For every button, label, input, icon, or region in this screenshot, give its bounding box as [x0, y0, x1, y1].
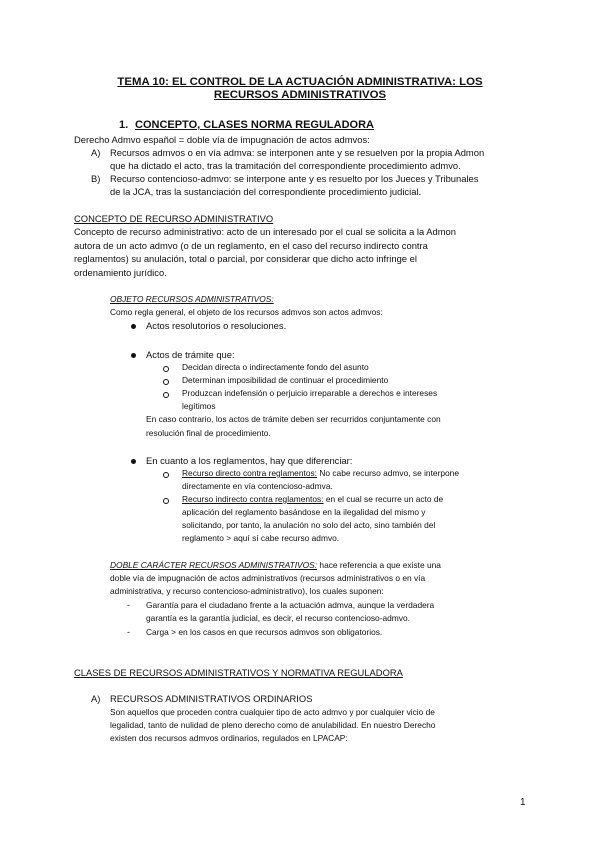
indirecto-label: Recurso indirecto contra reglamentos: [182, 494, 324, 504]
concepto-heading: CONCEPTO DE RECURSO ADMINISTRATIVO [74, 213, 274, 224]
concepto-line: ordenamiento jurídico. [74, 267, 167, 278]
dash-marker: - [127, 600, 130, 610]
objeto-bullet: Actos de trámite que: [146, 349, 235, 360]
bullet-dot-icon [131, 459, 136, 464]
item-b-line1: Recurso contencioso-admvo: se interpone ante y es resuelto por los Jueces y Tribunales [110, 173, 479, 184]
objeto-bullet: Actos resolutorios o resoluciones. [146, 320, 287, 331]
doble-text: hace referencia a que existe una [317, 560, 441, 570]
bullet-ring-icon [163, 379, 169, 385]
item-b-line2: de la JCA, tras la sustanciación del correspondiente procedimiento judicial. [110, 186, 422, 197]
bullet-dot-icon [131, 324, 136, 329]
objeto-caso-line1: En caso contrario, los actos de trámite deben ser recurridos conjuntamente con [146, 414, 441, 424]
indirecto-line: aplicación del reglamento basándose en la ilegalidad del mismo y [182, 507, 426, 517]
clases-line: Son aquellos que proceden contra cualquier tipo de acto admvo y por cualquier vicio de [110, 707, 435, 717]
directo-text: No cabe recurso admvo, se interpone [317, 468, 459, 478]
indirecto-text: en el cual se recurre un acto de [323, 494, 444, 504]
dash-marker: - [127, 627, 130, 637]
bullet-ring-icon [163, 498, 169, 504]
section-intro: Derecho Admvo español = doble vía de impugnación de actos admvos: [74, 134, 370, 145]
directo-label: Recurso directo contra reglamentos: [182, 468, 317, 478]
objeto-intro: Como regla general, el objeto de los recursos admvos son actos admvos: [110, 307, 383, 317]
objeto-heading: OBJETO RECURSOS ADMINISTRATIVOS: [110, 294, 274, 304]
objeto-sub-item: Produzcan indefensión o perjuicio irreparable a derechos e intereses [182, 388, 438, 398]
indirecto-line: reglamento > aquí sí cabe recurso admvo. [182, 533, 340, 543]
objeto-sub-continuation: legítimos [182, 401, 216, 411]
directo-line1 [182, 468, 459, 480]
bullet-ring-icon [163, 366, 169, 372]
clases-line: legalidad, tanto de nulidad de pleno derecho como de anulabilidad. En nuestro Derecho [110, 720, 436, 730]
bullet-ring-icon [163, 392, 169, 398]
objeto-sub-item: Determinan imposibilidad de continuar el procedimiento [182, 375, 389, 385]
objeto-caso-line2: resolución final de procedimiento. [146, 428, 271, 438]
document-title-line1: TEMA 10: EL CONTROL DE LA ACTUACIÓN ADMINISTRATIVA: LOS [117, 76, 483, 88]
concepto-line: autora de un acto admvo (o de un reglamento, en el caso del recurso indirecto contra [74, 240, 428, 251]
doble-line: doble vía de impugnación de actos administrativos (recursos administrativos o en vía [110, 573, 426, 583]
clases-heading: CLASES DE RECURSOS ADMINISTRATIVOS Y NORMATIVA REGULADORA [74, 667, 403, 678]
doble-dash2: Carga > en los casos en que recursos admvos son obligatorios. [146, 627, 383, 637]
item-a-line2: que ha dictado el acto, tras la tramitación del correspondiente procedimiento admvo. [110, 160, 461, 171]
indirecto-line1 [182, 494, 443, 506]
doble-dash1-line1: Garantía para el ciudadano frente a la actuación admva, aunque la verdadera [146, 600, 435, 610]
clases-a-heading: RECURSOS ADMINISTRATIVOS ORDINARIOS [110, 693, 313, 704]
doble-dash1-line2: garantía es la garantía judicial, es decir, el recurso contencioso-admvo. [146, 613, 410, 623]
indirecto-line: solicitando, por tanto, la anulación no solo del acto, sino también del [182, 520, 436, 530]
concepto-line: Concepto de recurso administrativo: acto de un interesado por el cual se solicita a la Admon [74, 226, 456, 237]
bullet-dot-icon [131, 353, 136, 358]
clases-a-marker: A) [91, 693, 101, 704]
objeto-bullet: En cuanto a los reglamentos, hay que diferenciar: [146, 455, 353, 466]
page-number: 1 [520, 797, 526, 808]
doble-label: DOBLE CARÁCTER RECURSOS ADMINISTRATIVOS: [110, 560, 318, 570]
doble-line1 [110, 560, 441, 572]
concepto-line: reglamentos) su anulación, total o parcial, por considerar que dicho acto infringe el [74, 253, 417, 264]
bullet-ring-icon [163, 472, 169, 478]
item-a-marker: A) [91, 147, 101, 158]
section-heading: CONCEPTO, CLASES NORMA REGULADORA [135, 119, 374, 131]
directo-line2: directamente en vía contencioso-admva. [182, 481, 333, 491]
section-number: 1. [119, 119, 129, 131]
document-title-line2: RECURSOS ADMINISTRATIVOS [213, 89, 387, 101]
item-a-line1: Recursos admvos o en vía admva: se interponen ante y se resuelven por la propia Admon [110, 147, 485, 158]
doble-line: administrativa, y recurso contencioso-administrativo), los cuales suponen: [110, 586, 384, 596]
item-b-marker: B) [91, 173, 101, 184]
objeto-sub-item: Decidan directa o indirectamente fondo del asunto [182, 362, 369, 372]
clases-line: existen dos recursos admvos ordinarios, regulados en LPACAP: [110, 733, 348, 743]
